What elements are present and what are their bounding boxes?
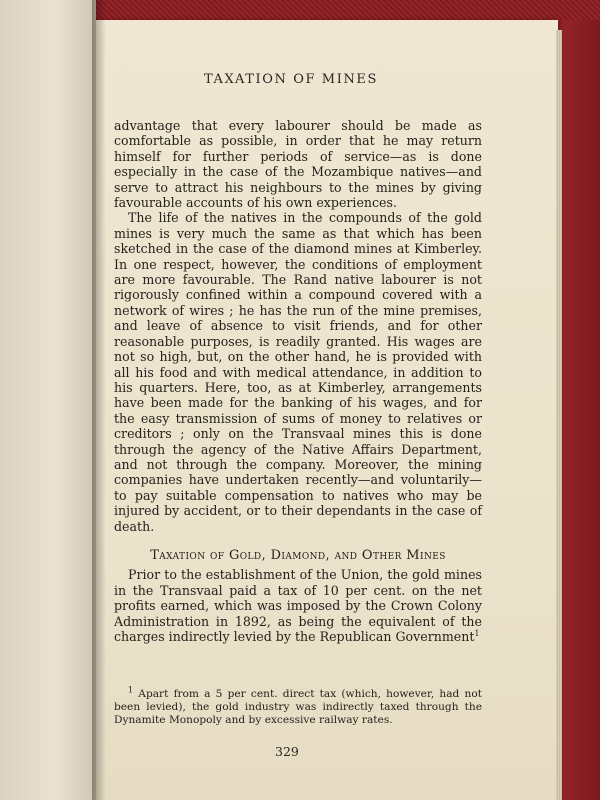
left-page xyxy=(0,0,96,800)
body-text xyxy=(114,118,482,644)
paragraph-taxation xyxy=(114,567,482,644)
footnote xyxy=(114,685,482,727)
page-number: 329 xyxy=(275,744,299,759)
book-gutter xyxy=(92,0,106,800)
page-block-edge xyxy=(556,30,562,800)
paragraph-taxation-text: Prior to the establishment of the Union, the gold mines in the Transvaal paid a tax of 10 per cent. on the net profits earned, which was imposed by the Crown Colony Administration in 1892, as being the equivalent of the charges indirectly levied by the Republican Government xyxy=(114,567,482,644)
footnote-reference: 1 xyxy=(474,628,480,638)
footnote-text: Apart from a 5 per cent. direct tax (which, however, had not been levied), the gold industry was indirectly taxed through the Dynamite Monopoly and by excessive railway rates. xyxy=(114,688,482,726)
footnote-marker: 1 xyxy=(128,685,134,695)
running-head: TAXATION OF MINES xyxy=(204,72,379,87)
section-heading: Taxation of Gold, Diamond, and Other Mines xyxy=(150,547,446,563)
paragraph-compounds: The life of the natives in the compounds of the gold mines is very much the same as that which has been sketched in the case of the diamond mines at Kimberley. In one respect, however, the conditions of employment are more favourable. The Rand native labourer is not rigorously confined within a compound covered with a network of wires ; he has the run of the mine premises, and leave of absence to visit friends, and for other reasonable purposes, is readily granted. His wages are not so high, but, on the other hand, he is provided with all his food and with medical attendance, in addition to his quarters. Here, too, as at Kimberley, arrangements have been made for the banking of his wages, and for the easy transmission of sums of money to relatives or creditors ; only on the Transvaal mines this is done through the agency of the Native Affairs Department, and not through the company. Moreover, the mining companies have undertaken recently—and voluntarily—to pay suitable compensation to natives who may be injured by accident, or to their dependants in the case of death. xyxy=(114,210,482,534)
paragraph-continued: advantage that every labourer should be made as comfortable as possible, in order that he may return himself for further periods of service—as is done especially in the case of the Mozambique natives—and serve to attract his neighbours to the mines by giving favourable accounts of his own experiences. xyxy=(114,118,482,211)
